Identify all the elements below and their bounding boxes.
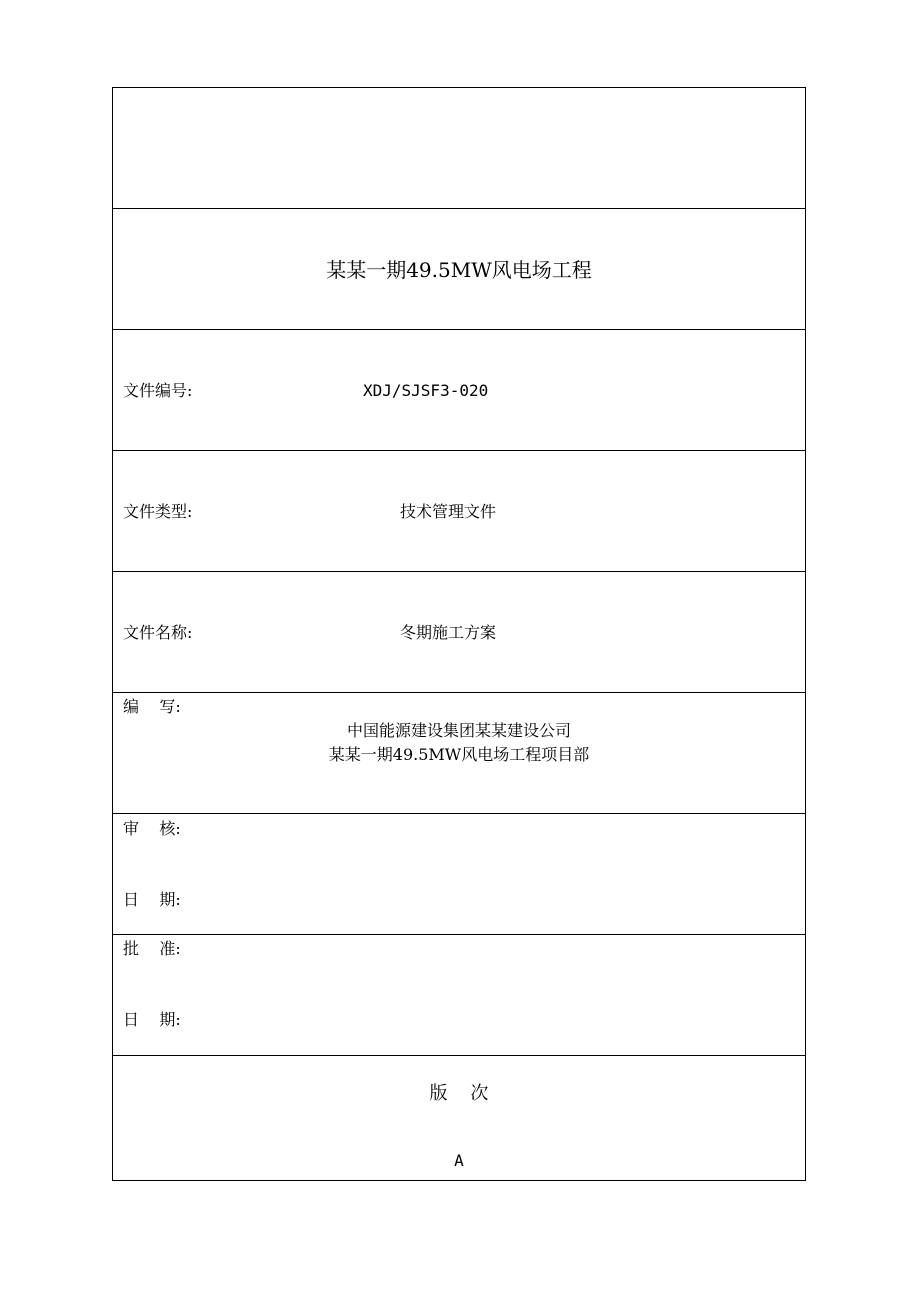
doc-type-value: 技术管理文件 [400, 502, 497, 521]
doc-number-label: 文件编号: [123, 381, 193, 400]
approve-row [113, 935, 805, 1056]
approve-label: 批 准: [123, 939, 181, 958]
author-label: 编 写: [123, 697, 181, 716]
author-org-line2: 某某一期49.5MW风电场工程项目部 [328, 745, 590, 764]
project-title-row [113, 209, 805, 330]
doc-number-value: XDJ/SJSF3-020 [363, 381, 489, 400]
doc-name-value: 冬期施工方案 [400, 623, 497, 642]
project-title: 某某一期49.5MW风电场工程 [326, 258, 592, 282]
review-row [113, 814, 805, 935]
approve-date-label: 日 期: [123, 1010, 181, 1029]
doc-type-label: 文件类型: [123, 502, 193, 521]
cover-form-table [112, 87, 806, 1181]
author-org-line1: 中国能源建设集团某某建设公司 [346, 721, 571, 740]
review-label: 审 核: [123, 819, 181, 838]
doc-name-label: 文件名称: [123, 623, 193, 642]
doc-type-row [113, 451, 805, 572]
version-label: 版 次 [429, 1083, 489, 1104]
doc-number-row [113, 330, 805, 451]
review-date-label: 日 期: [123, 890, 181, 909]
author-row [113, 693, 805, 814]
version-row [113, 1056, 805, 1180]
version-value: A [454, 1151, 464, 1170]
doc-name-row [113, 572, 805, 693]
blank-header-row [113, 88, 805, 209]
